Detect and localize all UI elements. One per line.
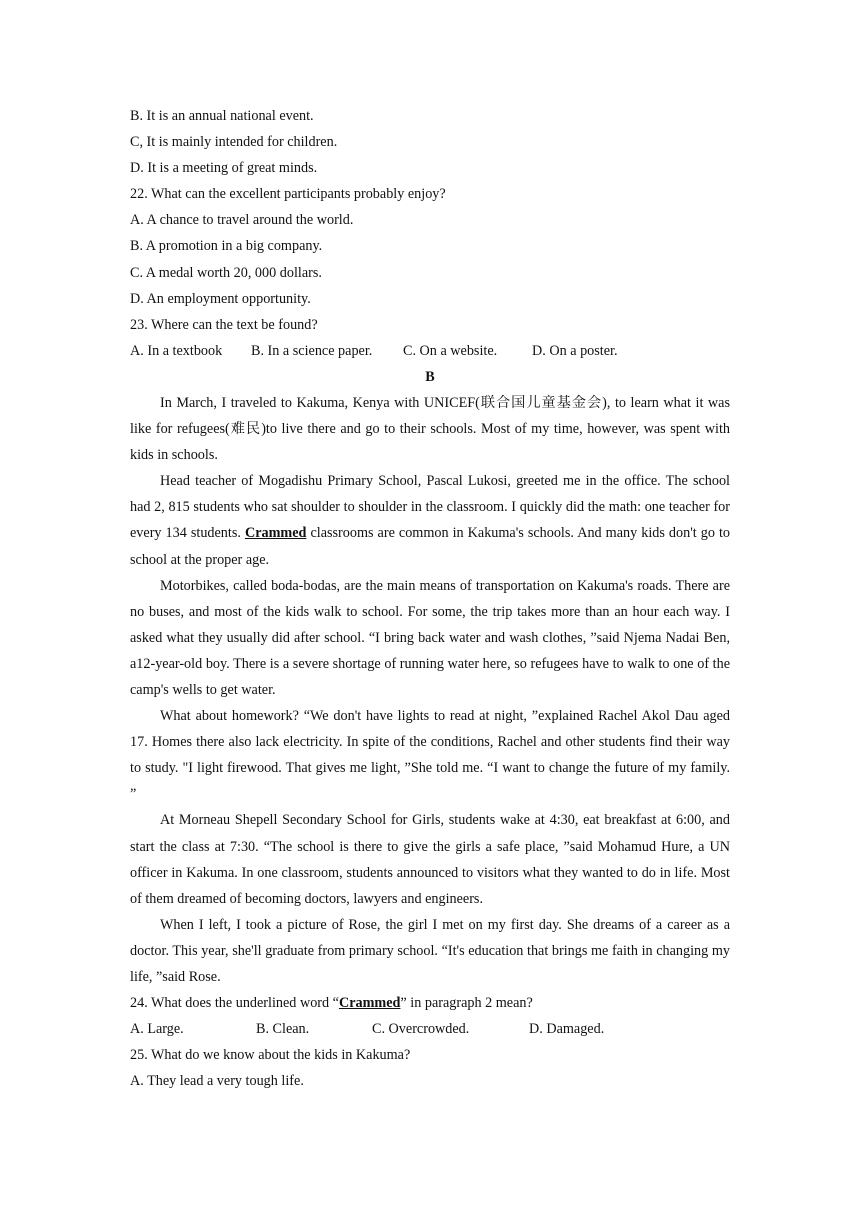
underlined-word: Crammed	[244, 525, 307, 542]
q21-option-b: B. It is an annual national event.	[130, 108, 314, 124]
q23-options	[130, 338, 730, 364]
q22-option-d: D. An employment opportunity.	[130, 290, 311, 307]
q24-question	[130, 990, 730, 1016]
q22-option-c: C. A medal worth 20, 000 dollars.	[130, 264, 322, 281]
q24-option-b: B. Clean.	[256, 1021, 310, 1038]
q25-option-a: A. They lead a very tough life.	[130, 1073, 304, 1090]
q24-option-c: C. Overcrowded.	[372, 1021, 470, 1038]
q24-question-start: 24. What does the underlined word “	[130, 995, 339, 1012]
passage-paragraph-5: At Morneau Shepell Secondary School for Girls, students wake at 4:30, eat breakfast at 6:00, and start the class at 7:30. “The school is there to give the girls a safe place, ”said Mohamud Hure, a UN officer in Kakuma. In one classroom, students announced to visitors what they wanted to do in life. Most of them dreamed of becoming doctors, lawyers and engineers.	[130, 812, 730, 907]
q24-options	[130, 1016, 730, 1042]
q21-option-d: D. It is a meeting of great minds.	[130, 160, 318, 177]
q24-option-d: D. Damaged.	[529, 1021, 605, 1038]
section-title: B	[425, 368, 435, 385]
passage-paragraph-6: When I left, I took a picture of Rose, the girl I met on my first day. She dreams of a career as a doctor. This year, she'll graduate from primary school. “It's education that brings me faith in changing my life, ”said Rose.	[130, 916, 730, 985]
q22-question: 22. What can the excellent participants probably enjoy?	[130, 186, 446, 203]
q23-option-a: A. In a textbook	[130, 342, 223, 359]
q21-option-c: C, It is mainly intended for children.	[130, 134, 338, 151]
paragraph-2-start: Head teacher of Mogadishu Primary School, Pascal Lukosi, greeted me in the office. The school had 2, 815 students who sat shoulder to shoulder in the classroom. I quickly did the math: one teacher for every 134 students.	[130, 473, 730, 542]
q23-option-c: C. On a website.	[403, 342, 498, 359]
q23-option-b: B. In a science paper.	[251, 342, 373, 359]
q24-question-end: ” in paragraph 2 mean?	[400, 995, 533, 1012]
q24-option-a: A. Large.	[130, 1021, 184, 1038]
passage-paragraph-3: Motorbikes, called boda-bodas, are the main means of transportation on Kakuma's roads. There are no buses, and most of the kids walk to school. For some, the trip takes more than an hour each way. I asked what they usually did after school. “I bring back water and wash clothes, ”said Njema Nadai Ben, a12-year-old boy. There is a severe shortage of running water here, so refugees have to walk to one of the camp's wells to get water.	[130, 577, 730, 698]
q24-underlined-word: Crammed	[338, 995, 401, 1012]
q23-option-d: D. On a poster.	[532, 342, 618, 359]
passage-paragraph-2	[130, 468, 730, 572]
passage-paragraph-1: In March, I traveled to Kakuma, Kenya with UNICEF(联合国儿童基金会), to learn what it was like for refugees(难民)to live there and go to their schools. Most of my time, however, was spent with kids in schools.	[130, 394, 730, 464]
q22-option-a: A. A chance to travel around the world.	[130, 212, 354, 229]
q23-question: 23. Where can the text be found?	[130, 316, 318, 333]
paragraph-2-end: classrooms are common in Kakuma's schools. And many kids don't go to school at the proper age.	[130, 525, 730, 568]
document-content	[130, 103, 730, 1094]
q25-question: 25. What do we know about the kids in Kakuma?	[130, 1047, 411, 1064]
q22-option-b: B. A promotion in a big company.	[130, 238, 323, 255]
passage-paragraph-4: What about homework? “We don't have lights to read at night, ”explained Rachel Akol Dau aged 17. Homes there also lack electricity. In spite of the conditions, Rachel and other students find their way to study. "I light firewood. That gives me light, ”She told me. “I want to change the future of my family. ”	[130, 708, 730, 803]
